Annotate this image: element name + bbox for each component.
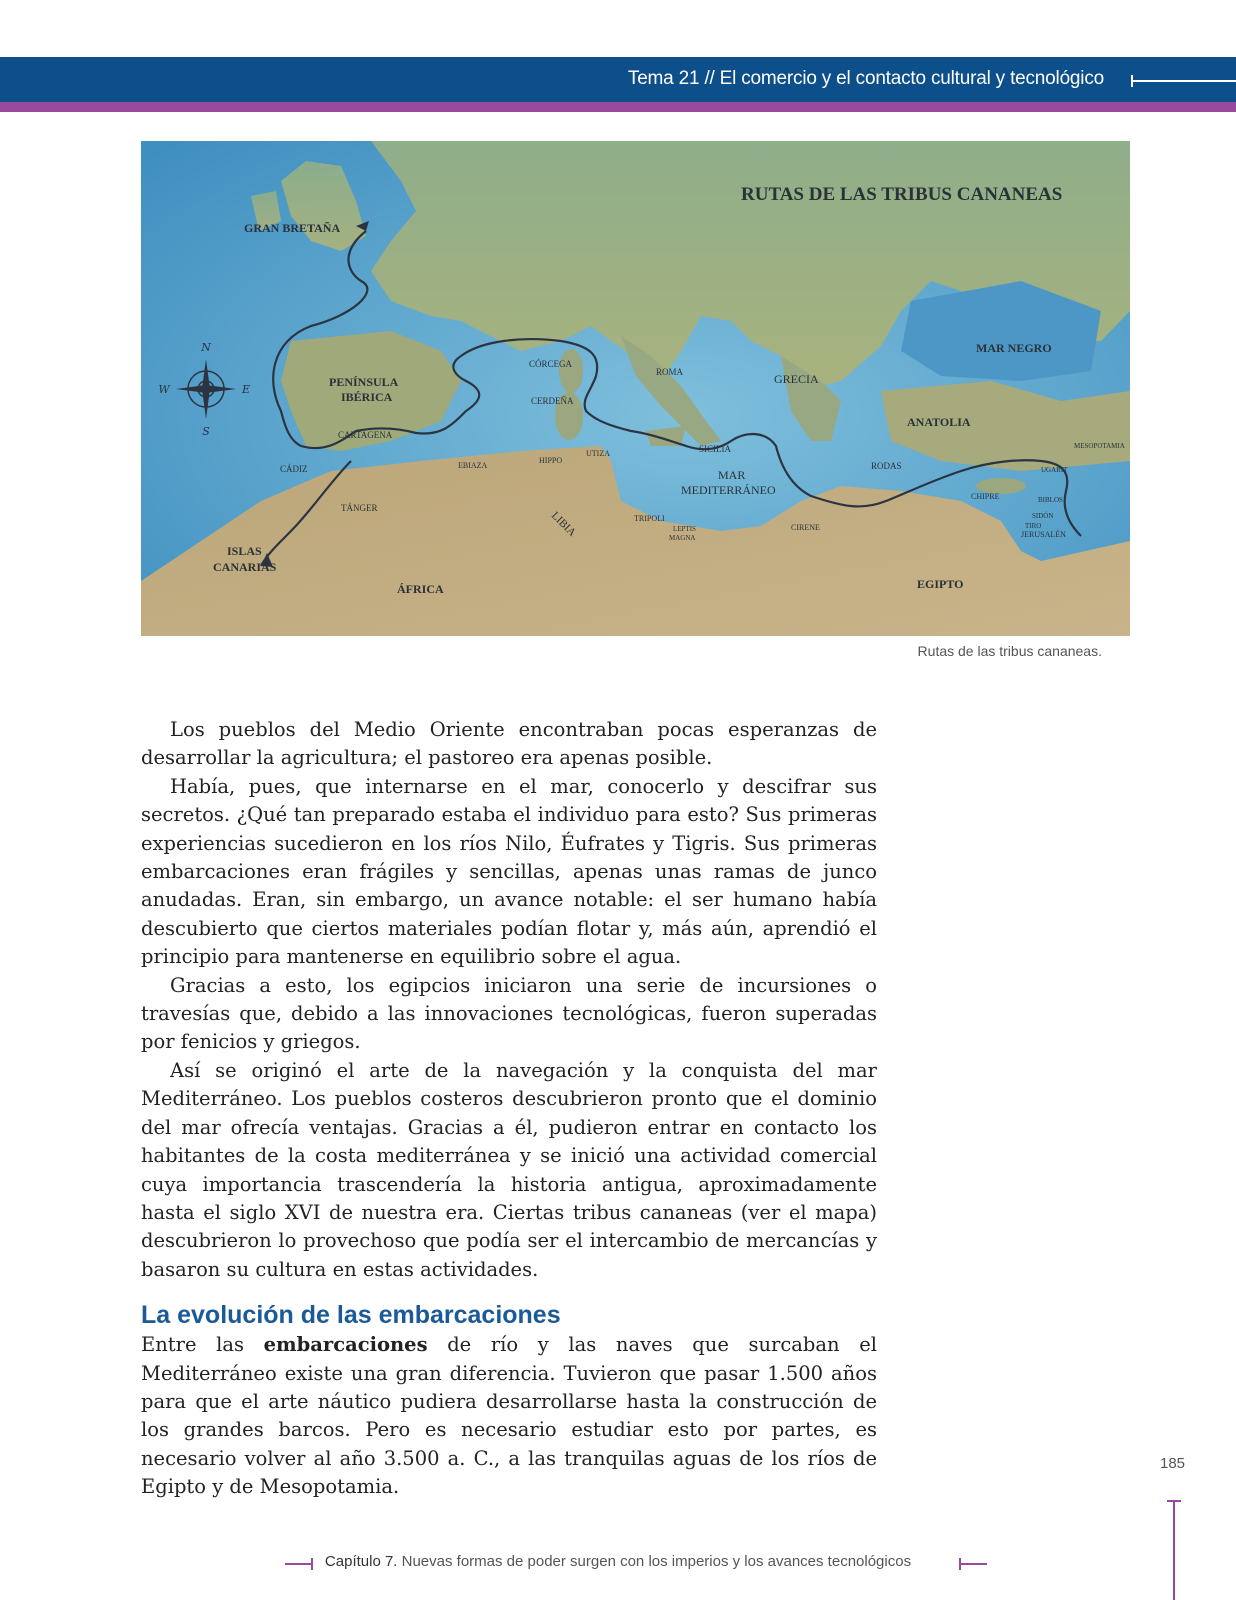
- svg-text:N: N: [201, 341, 211, 354]
- map-title: RUTAS DE LAS TRIBUS CANANEAS: [741, 184, 1063, 205]
- map-label-chipre: CHIPRE: [971, 492, 1000, 501]
- section-paragraph: [141, 1331, 877, 1501]
- paragraph-2: Había, pues, que internarse en el mar, conocerlo y descifrar sus secretos. ¿Qué tan preparado estaba el individuo para esto? Sus primeras experiencias sucedieron en los ríos Nilo, Éufrates y Tigris. Sus primeras embarcaciones eran frágiles y sencillas, apenas unas ramas de junco anudadas. Eran, sin embargo, un avance notable: el ser humano había descubierto que ciertos materiales podían flotar y, más aún, aprendió el principio para mantenerse en equilibrio sobre el agua.: [141, 774, 877, 969]
- map-label-islas: ISLAS: [227, 544, 262, 558]
- map-image: [141, 141, 1130, 636]
- section-text-post: de río y las naves que surcaban el Mediterráneo existe una gran diferencia. Tuvieron que pasar 1.500 años para que el arte náutico pudiera desarrollarse hasta la construcción de los grandes barcos. Pero es necesario estudiar esto por partes, es necesario volver al año 3.500 a. C., a las tranquilas aguas de los ríos de Egipto y de Mesopotamia.: [141, 1333, 877, 1499]
- map-label-corcega: CÓRCEGA: [529, 359, 573, 369]
- map-caption: Rutas de las tribus cananeas.: [917, 643, 1102, 659]
- map-label-egipto: EGIPTO: [917, 577, 964, 591]
- map-label-tanger: TÁNGER: [341, 503, 378, 513]
- map-label-tripoli: TRIPOLI: [634, 514, 665, 523]
- section-text-bold: embarcaciones: [263, 1333, 428, 1357]
- map-label-libia: LIBIA: [548, 509, 579, 539]
- map-label-sicilia: SICILIA: [699, 444, 731, 454]
- header-accent-stripe: [0, 102, 1236, 112]
- footer-chapter: Capítulo 7.: [324, 1553, 398, 1570]
- map-label-cerdena: CERDEÑA: [531, 396, 574, 406]
- map-label-cadiz: CÁDIZ: [280, 464, 308, 474]
- map-label-tiro: TIRO: [1025, 522, 1042, 530]
- header-title: Tema 21 // El comercio y el contacto cultural y tecnológico: [627, 68, 1104, 89]
- svg-text:E: E: [241, 383, 251, 396]
- map-label-peninsula: PENÍNSULA: [329, 375, 399, 389]
- map-label-canarias: CANARIAS: [213, 560, 277, 574]
- section-heading: La evolución de las embarcaciones: [141, 1301, 561, 1330]
- map-label-ugarit: UGARIT: [1041, 466, 1068, 474]
- map-label-mar-negro: MAR NEGRO: [976, 341, 1052, 355]
- map-label-cirene: CIRENE: [791, 523, 820, 532]
- paragraph-4: Así se originó el arte de la navegación y la conquista del mar Mediterráneo. Los pueblos costeros descubrieron pronto que el dominio del mar ofrecía ventajas. Gracias a él, pudieron entrar en contacto los habitantes de la costa mediterránea y se inició una actividad comercial cuya importancia trascendería la historia antigua, aproximadamente hasta el siglo XVI de nuestra era. Ciertas tribus cananeas (ver el mapa) descubrieron lo provechoso que podía ser el intercambio de mercancías y basaron su cultura en estas actividades.: [141, 1058, 877, 1281]
- side-marker-line: [1173, 1500, 1175, 1600]
- svg-text:S: S: [202, 425, 210, 438]
- map-label-magna: MAGNA: [669, 534, 696, 542]
- map-label-leptis: LEPTIS: [673, 525, 696, 533]
- map-label-ebiaza: EBIAZA: [458, 461, 488, 470]
- map-label-gran-bretana: GRAN BRETAÑA: [244, 221, 341, 235]
- paragraph-1: Los pueblos del Medio Oriente encontraban pocas esperanzas de desarrollar la agricultura; el pastoreo era apenas posible.: [141, 718, 877, 770]
- map-figure: [141, 141, 1130, 636]
- map-label-cartagena: CARTAGENA: [338, 430, 393, 440]
- map-label-iberica: IBÉRICA: [341, 390, 393, 404]
- map-label-roma: ROMA: [656, 367, 684, 377]
- header-rule: [1131, 80, 1236, 82]
- map-label-mediterraneo: MEDITERRÁNEO: [681, 483, 776, 497]
- map-label-biblos: BIBLOS: [1038, 496, 1063, 504]
- map-label-grecia: GRECIA: [774, 372, 819, 386]
- svg-text:W: W: [158, 383, 170, 396]
- map-label-jerusalen: JERUSALÉN: [1021, 530, 1066, 539]
- footer-title: Nuevas formas de poder surgen con los imperios y los avances tecnológicos: [397, 1553, 912, 1570]
- map-label-anatolia: ANATOLIA: [907, 415, 971, 429]
- footer-rule-right: [959, 1563, 987, 1565]
- footer-rule-right-tick: [959, 1558, 961, 1570]
- map-label-sidon: SIDÓN: [1032, 512, 1054, 520]
- page-number: 185: [1160, 1455, 1186, 1472]
- header-rule-tick: [1131, 75, 1133, 87]
- paragraph-3: Gracias a esto, los egipcios iniciaron una serie de incursiones o travesías que, debido a las innovaciones tecnológicas, fueron superadas por fenicios y griegos.: [141, 973, 877, 1054]
- footer: [0, 1553, 1236, 1570]
- map-label-rodas: RODAS: [871, 461, 902, 471]
- map-label-mar: MAR: [718, 468, 746, 482]
- map-label-africa: ÁFRICA: [397, 582, 444, 596]
- body-text: [141, 716, 877, 1502]
- section-text-pre: Entre las: [141, 1333, 264, 1357]
- map-label-hippo: HIPPO: [539, 456, 563, 465]
- map-label-utiza: UTIZA: [586, 449, 610, 458]
- map-label-mesopotamia: MESOPOTAMIA: [1074, 442, 1125, 450]
